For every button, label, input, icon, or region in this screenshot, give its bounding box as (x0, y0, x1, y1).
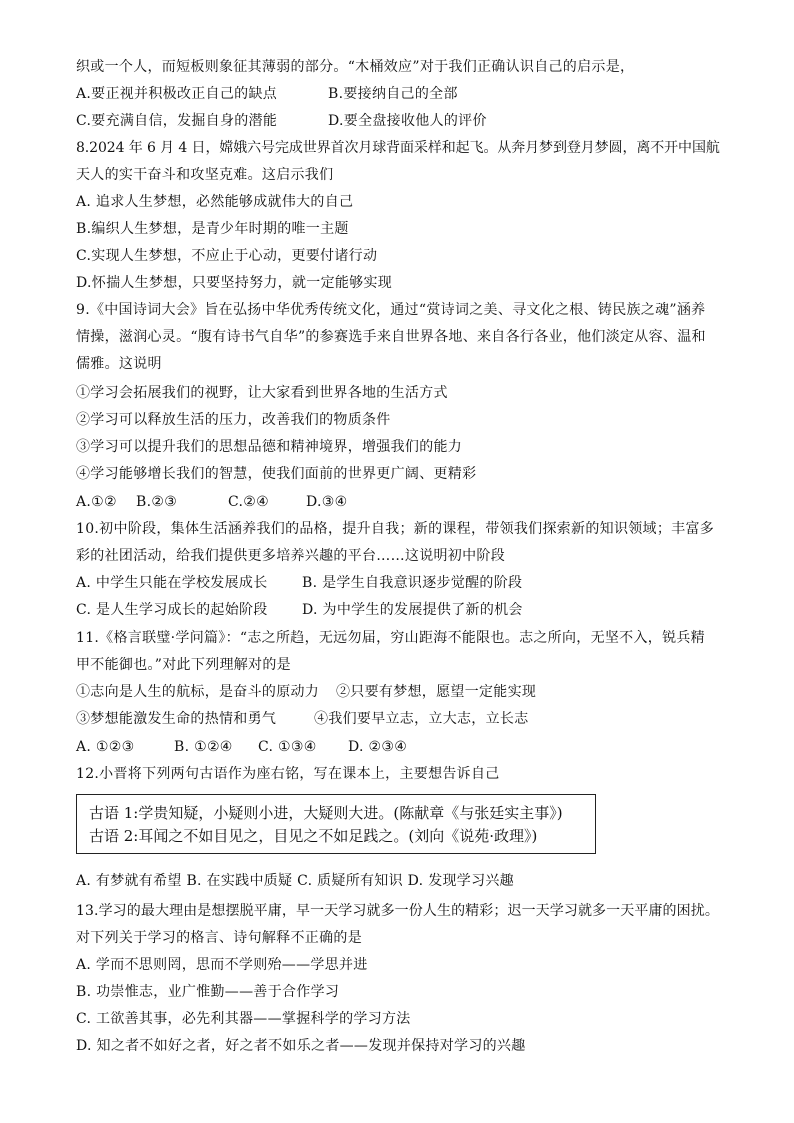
q10-option-a: A. 中学生只能在学校发展成长 (76, 575, 268, 591)
q9-statement-3: ③学习可以提升我们的思想品德和精神境界，增强我们的能力 (76, 439, 463, 455)
q7-option-c: C.要充满自信，发掘自身的潜能 (76, 113, 278, 129)
q13-option-d: D. 知之者不如好之者，好之者不如乐之者——发现并保持对学习的兴趣 (76, 1038, 526, 1054)
q7-stem-continuation: 织或一个人，而短板则象征其薄弱的部分。“木桶效应”对于我们正确认识自己的启示是， (76, 59, 635, 75)
q13-stem-line2: 对下列关于学习的格言、诗句解释不正确的是 (76, 930, 362, 946)
q12-quote-box (76, 794, 596, 854)
q13-stem-line1: 13.学习的最大理由是想摆脱平庸，早一天学习就多一份人生的精彩；迟一天学习就多一天平庸的困扰。 (76, 903, 719, 919)
q8-option-a: A. 追求人生梦想，必然能够成就伟大的自己 (76, 194, 354, 210)
q8-stem-line2: 天人的实干奋斗和攻坚克难。这启示我们 (76, 167, 334, 183)
q10-option-d: D. 为中学生的发展提供了新的机会 (302, 602, 523, 618)
q7-option-a: A.要正视并积极改正自己的缺点 (76, 86, 278, 102)
q9-option-d: D.③④ (306, 494, 348, 510)
q8-option-c: C.实现人生梦想，不应止于心动，更要付诸行动 (76, 248, 378, 264)
q8-stem-line1: 8.2024 年 6 月 4 日，嫦娥六号完成世界首次月球背面采样和起飞。从奔月梦到登月梦圆，离不开中国航 (76, 140, 720, 156)
q9-statement-4: ④学习能够增长我们的智慧，使我们面前的世界更广阔、更精彩 (76, 466, 477, 482)
q11-stem-line1: 11.《格言联璧·学问篇》：“志之所趋，无远勿届，穷山距海不能限也。志之所向，无坚不入，锐兵精 (76, 630, 705, 646)
q7-option-d: D.要全盘接收他人的评价 (328, 113, 487, 129)
q9-stem-line1: 9.《中国诗词大会》旨在弘扬中华优秀传统文化，通过“赏诗词之美、寻文化之根、铸民族之魂”涵养 (76, 302, 706, 318)
q9-option-a: A.①② (76, 494, 117, 510)
q8-option-d: D.怀揣人生梦想，只要坚持努力，就一定能够实现 (76, 275, 393, 291)
q11-statement-2: ②只要有梦想，愿望一定能实现 (336, 684, 537, 700)
q11-statement-1: ①志向是人生的航标，是奋斗的原动力 (76, 684, 320, 700)
q13-option-b: B. 功崇惟志，业广惟勤——善于合作学习 (76, 984, 340, 1000)
q11-option-b: B. ①②④ (174, 739, 233, 755)
q12-quote-1: 古语 1:学贵知疑，小疑则小进，大疑则大进。(陈献章《与张廷实主事》) (89, 804, 563, 822)
q10-stem-line1: 10.初中阶段，集体生活涵养我们的品格，提升自我；新的课程，带领我们探索新的知识领域；丰富多 (76, 521, 715, 537)
q10-stem-line2: 彩的社团活动，给我们提供更多培养兴趣的平台……这说明初中阶段 (76, 548, 505, 564)
q11-option-c: C. ①③④ (258, 739, 317, 755)
q13-option-c: C. 工欲善其事，必先利其器——掌握科学的学习方法 (76, 1011, 411, 1027)
q11-option-d: D. ②③④ (348, 739, 408, 755)
q12-quote-2: 古语 2:耳闻之不如目见之，目见之不如足践之。(刘向《说苑·政理》) (89, 827, 538, 845)
q9-statement-2: ②学习可以释放生活的压力，改善我们的物质条件 (76, 412, 391, 428)
q10-option-c: C. 是人生学习成长的起始阶段 (76, 602, 268, 618)
q9-option-c: C.②④ (228, 494, 269, 510)
q8-option-b: B.编织人生梦想，是青少年时期的唯一主题 (76, 221, 349, 237)
q7-option-b: B.要接纳自己的全部 (328, 86, 458, 102)
q11-statement-4: ④我们要早立志，立大志，立长志 (314, 711, 529, 727)
q10-option-b: B. 是学生自我意识逐步觉醒的阶段 (302, 575, 523, 591)
q9-option-b: B.②③ (136, 494, 178, 510)
q13-option-a: A. 学而不思则罔，思而不学则殆——学思并进 (76, 957, 368, 973)
q11-option-a: A. ①②③ (76, 739, 135, 755)
q12-options: A. 有梦就有希望 B. 在实践中质疑 C. 质疑所有知识 D. 发现学习兴趣 (76, 873, 514, 889)
q11-statement-3: ③梦想能激发生命的热情和勇气 (76, 711, 277, 727)
q11-stem-line2: 甲不能御也。”对此下列理解对的是 (76, 657, 291, 673)
q9-stem-line3: 儒雅。这说明 (76, 356, 162, 372)
q9-stem-line2: 情操，滋润心灵。“腹有诗书气自华”的参赛选手来自世界各地、来自各行各业，他们淡定从容、温和 (76, 329, 706, 345)
q9-statement-1: ①学习会拓展我们的视野，让大家看到世界各地的生活方式 (76, 385, 448, 401)
q12-stem: 12.小晋将下列两句古语作为座右铭，写在课本上，主要想告诉自己 (76, 766, 500, 782)
